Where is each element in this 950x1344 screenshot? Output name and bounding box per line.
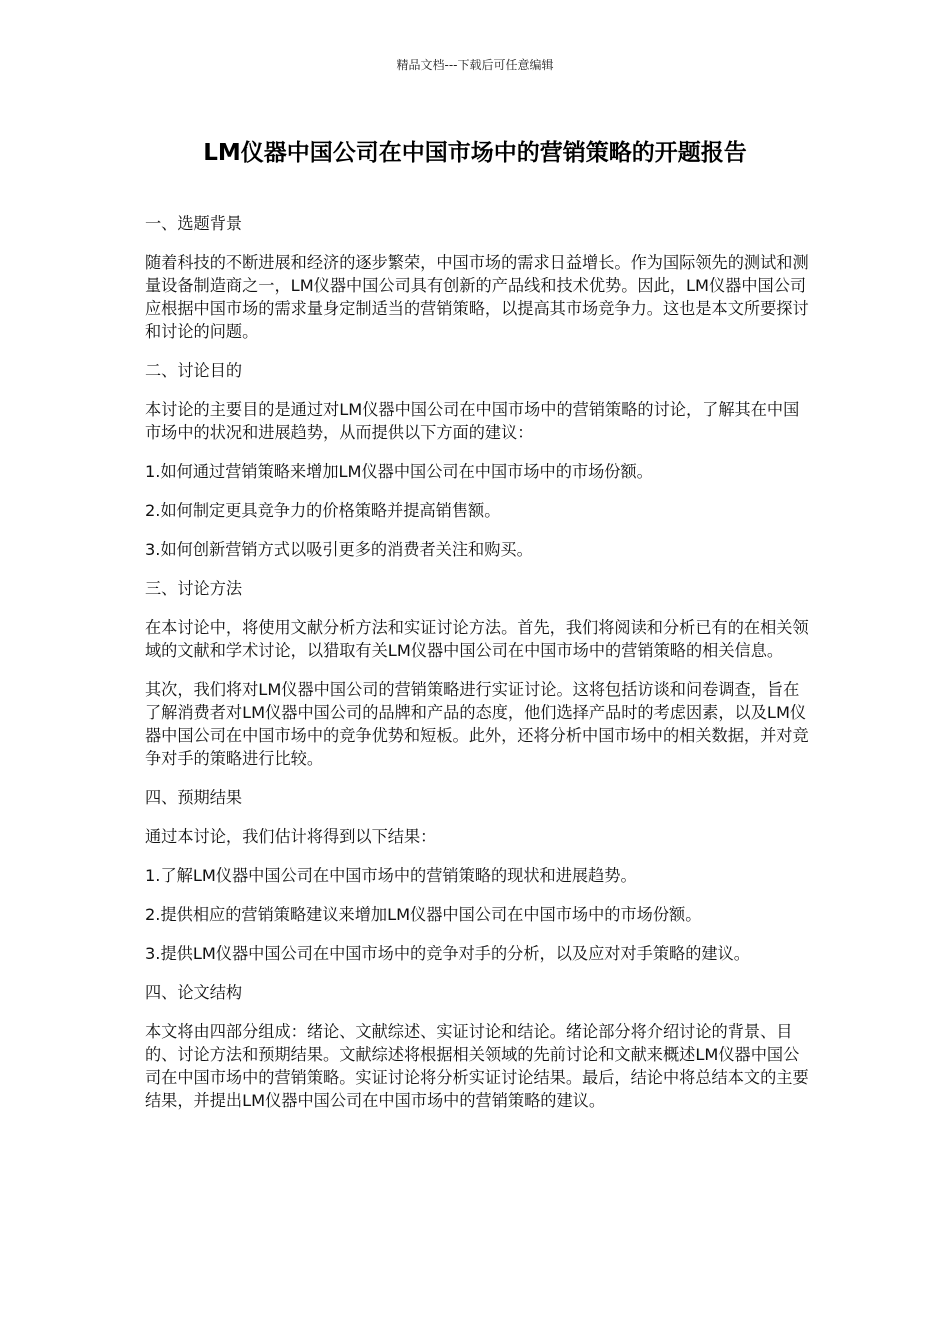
paragraph-background: 随着科技的不断进展和经济的逐步繁荣，中国市场的需求日益增长。作为国际领先的测试和测量设备制造商之一，LM仪器中国公司具有创新的产品线和技术优势。因此，LM仪器中国公司应根据中国市场的需求量身定制适当的营销策略，以提高其市场竞争力。这也是本文所要探讨和讨论的问题。 [145,253,809,341]
list-item-result-1: 1.了解LM仪器中国公司在中国市场中的营销策略的现状和进展趋势。 [145,866,637,885]
list-item-result-2: 2.提供相应的营销策略建议来增加LM仪器中国公司在中国市场中的市场份额。 [145,905,702,924]
page-header: 精品文档---下载后可任意编辑 [396,58,554,72]
list-item-purpose-1: 1.如何通过营销策略来增加LM仪器中国公司在中国市场中的市场份额。 [145,462,653,481]
document-body [145,212,810,1128]
list-item-purpose-2: 2.如何制定更具竞争力的价格策略并提高销售额。 [145,501,501,520]
paragraph-purpose: 本讨论的主要目的是通过对LM仪器中国公司在中国市场中的营销策略的讨论，了解其在中国市场中的状况和进展趋势，从而提供以下方面的建议： [145,400,800,442]
paragraph-structure: 本文将由四部分组成：绪论、文献综述、实证讨论和结论。绪论部分将介绍讨论的背景、目的、讨论方法和预期结果。文献综述将根据相关领域的先前讨论和文献来概述LM仪器中国公司在中国市场中的营销策略。实证讨论将分析实证讨论结果。最后，结论中将总结本文的主要结果，并提出LM仪器中国公司在中国市场中的营销策略的建议。 [145,1022,809,1110]
section-heading-results: 四、预期结果 [145,788,243,807]
list-item-result-3: 3.提供LM仪器中国公司在中国市场中的竞争对手的分析，以及应对对手策略的建议。 [145,944,750,963]
paragraph-method-2: 其次，我们将对LM仪器中国公司的营销策略进行实证讨论。这将包括访谈和问卷调查，旨在了解消费者对LM仪器中国公司的品牌和产品的态度，他们选择产品时的考虑因素，以及LM仪器中国公司在中国市场中的竞争优势和短板。此外，还将分析中国市场中的相关数据，并对竞争对手的策略进行比较。 [145,680,809,768]
section-heading-structure: 四、论文结构 [145,983,243,1002]
paragraph-method-1: 在本讨论中，将使用文献分析方法和实证讨论方法。首先，我们将阅读和分析已有的在相关领域的文献和学术讨论，以猎取有关LM仪器中国公司在中国市场中的营销策略的相关信息。 [145,618,809,660]
section-heading-purpose: 二、讨论目的 [145,361,243,380]
document-title: LM仪器中国公司在中国市场中的营销策略的开题报告 [203,140,747,166]
section-heading-method: 三、讨论方法 [145,579,243,598]
section-heading-background: 一、选题背景 [145,214,243,233]
list-item-purpose-3: 3.如何创新营销方式以吸引更多的消费者关注和购买。 [145,540,533,559]
paragraph-results: 通过本讨论，我们估计将得到以下结果： [145,827,437,846]
